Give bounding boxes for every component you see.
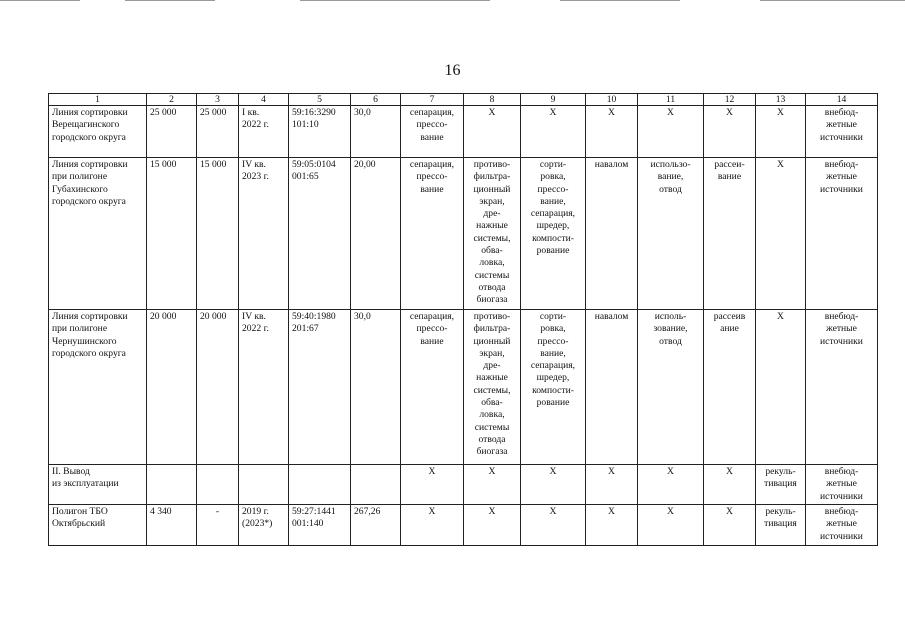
table-cell: X [586,106,638,158]
table-cell: внебюд- жетные источники [806,465,878,505]
table-cell [147,465,197,505]
table-cell: использо- вание, отвод [638,158,704,310]
table-cell: 25 000 [197,106,239,158]
table-cell: рассеи- вание [704,158,756,310]
column-number: 1 [49,94,147,106]
table-cell: X [756,106,806,158]
scan-top-edge [0,0,905,3]
table-cell: X [638,106,704,158]
table-cell: IV кв. 2022 г. [239,310,289,465]
column-number: 8 [464,94,521,106]
table-row [49,465,878,505]
table-cell: 25 000 [147,106,197,158]
table-row [49,310,878,465]
table-row [49,158,878,310]
column-number-row [49,94,878,106]
table-cell: X [401,465,464,505]
column-number: 12 [704,94,756,106]
facilities-table [48,93,878,546]
table-cell: X [464,106,521,158]
table-cell: X [521,505,586,546]
table-cell: сепарация, прессо- вание [401,106,464,158]
table-cell: 30,0 [351,310,401,465]
table-cell: X [638,505,704,546]
table-cell: X [704,465,756,505]
table-cell: X [401,505,464,546]
table-cell: X [521,106,586,158]
table-cell: II. Вывод из эксплуатации [49,465,147,505]
table-cell: Линия сортировки при полигоне Губахинского городского округа [49,158,147,310]
table-cell [197,465,239,505]
table-cell: X [586,465,638,505]
table-cell: сорти- ровка, прессо- вание, сепарация, шредер, компости- рование [521,310,586,465]
table-cell: X [586,505,638,546]
table-body [49,94,878,546]
table-cell: навалом [586,158,638,310]
table-cell: 59:05:0104 001:65 [289,158,351,310]
table-cell: 59:27:1441 001:140 [289,505,351,546]
table-cell: X [464,505,521,546]
table-cell: 30,0 [351,106,401,158]
table-cell: внебюд- жетные источники [806,158,878,310]
table-cell: 15 000 [147,158,197,310]
table-cell: 4 340 [147,505,197,546]
table-cell: Линия сортировки Верещагинского городского округа [49,106,147,158]
table-cell: 20 000 [147,310,197,465]
table-cell: противо- фильтра- ционный экран, дре- нажные системы, обва- ловка, системы отвода биогаза [464,158,521,310]
table-cell: рекуль- тивация [756,465,806,505]
table-cell: - [197,505,239,546]
table-cell: сепарация, прессо- вание [401,158,464,310]
table-cell [239,465,289,505]
table-cell: X [704,505,756,546]
table-cell: Полигон ТБО Октябрьский [49,505,147,546]
column-number: 6 [351,94,401,106]
table-cell: 267,26 [351,505,401,546]
table-cell [289,465,351,505]
table-cell: IV кв. 2023 г. [239,158,289,310]
column-number: 5 [289,94,351,106]
column-number: 9 [521,94,586,106]
table-row [49,505,878,546]
column-number: 14 [806,94,878,106]
table-cell: X [464,465,521,505]
table-cell: сорти- ровка, прессо- вание, сепарация, шредер, компости- рование [521,158,586,310]
table-cell: I кв. 2022 г. [239,106,289,158]
table-cell: X [638,465,704,505]
column-number: 10 [586,94,638,106]
table-cell: 2019 г. (2023*) [239,505,289,546]
table-cell: 20 000 [197,310,239,465]
table-cell: внебюд- жетные источники [806,106,878,158]
table-cell: исполь- зование, отвод [638,310,704,465]
table-cell: X [521,465,586,505]
column-number: 2 [147,94,197,106]
table-cell: сепарация, прессо- вание [401,310,464,465]
table-row [49,106,878,158]
table-cell: X [756,310,806,465]
table-cell: навалом [586,310,638,465]
table-cell: 20,00 [351,158,401,310]
table-cell: Линия сортировки при полигоне Чернушинского городского округа [49,310,147,465]
table-cell: рекуль- тивация [756,505,806,546]
table-cell: X [704,106,756,158]
table-cell [351,465,401,505]
column-number: 4 [239,94,289,106]
table-cell: внебюд- жетные источники [806,310,878,465]
table-cell: X [756,158,806,310]
table-cell: противо- фильтра- ционный экран, дре- нажные системы, обва- ловка, системы отвода биогаза [464,310,521,465]
table-cell: внебюд- жетные источники [806,505,878,546]
table-cell: 59:16:3290 101:10 [289,106,351,158]
column-number: 11 [638,94,704,106]
column-number: 7 [401,94,464,106]
table-cell: рассеив ание [704,310,756,465]
column-number: 3 [197,94,239,106]
page-number: 16 [444,62,461,79]
table-cell: 15 000 [197,158,239,310]
table-cell: 59:40:1980 201:67 [289,310,351,465]
column-number: 13 [756,94,806,106]
